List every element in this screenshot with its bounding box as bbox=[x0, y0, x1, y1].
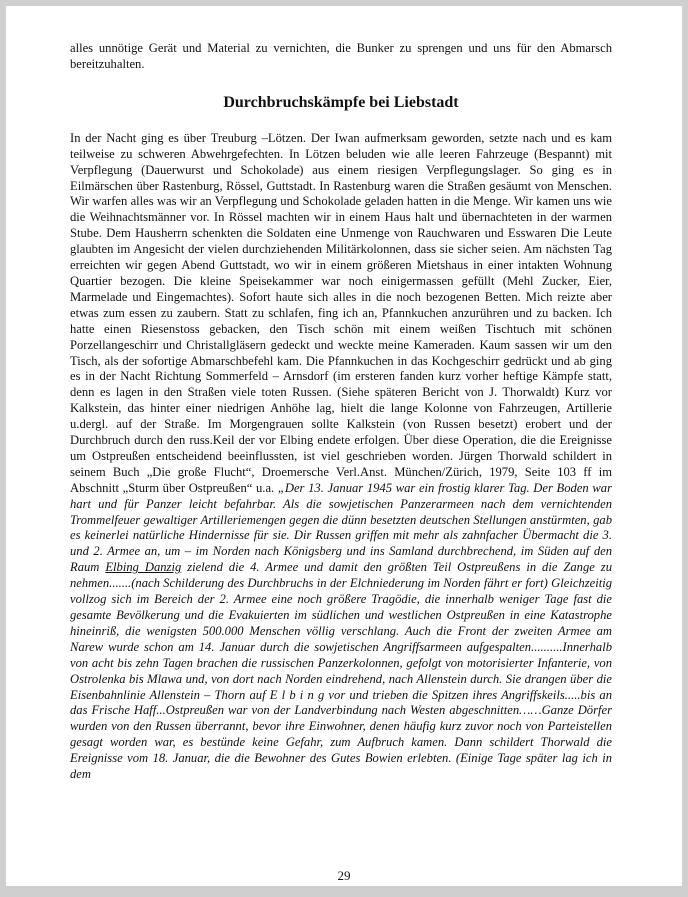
quote-text-end: zielend die 4. Armee und damit den größten Teil Ostpreußens in die Zange zu nehmen.......(nach Schilderung des Durchbruchs in der Elchniederung im Norden fährt er fort) Gleichzeitig vollzog sich im Bereich der 2. Armee eine noch größere Tragödie, die innerhalb weniger Tage fast die gesamte Bevölkerung und die Evakuierten im südlichen und westlichen Ostpreußen in eine Katastrophe hineinriß, die wenigsten 500.000 Menschen völlig verschlang. Auch die Front der zweiten Armee am Narew wurde schon am 14. Januar durch die sowjetischen Angriffsarmeen aufgespalten..........Innerhalb von acht bis zehn Tagen brachen die russischen Panzerkolonnen, gefolgt von motorisierter Infanterie, von Ostrolenka bis Mlawa und, von dort nach Norden eindrehend, nach Allenstein durch. Sie drangen über die Eisenbahnlinie Allenstein – Thorn auf E l b i n g vor und trieben die Spitzen ihres Angriffskeils.....bis an das Frische Haff...Ostpreußen war von der Landverbindung nach Westen abgeschnitten……Ganze Dörfer wurden von den Russen überrannt, bevor ihre Einwohner, denen häufig kurz zuvor noch von Parteistellen gesagt worden war, es bestünde keine Gefahr, zum Aufbruch kamen. Dann schildert Thorwald die Ereignisse vom 18. Januar, die die Bewohner des Gutes Bowien erlebten. (Einige Tage später lag ich in dem bbox=[70, 560, 613, 782]
intro-paragraph: alles unnötige Gerät und Material zu vernichten, die Bunker zu sprengen und uns für den Abmarsch bereitzuhalten. bbox=[70, 41, 612, 71]
page-number: 29 bbox=[337, 868, 351, 883]
body-text: In der Nacht ging es über Treuburg –Lötzen. Der Iwan aufmerksam geworden, setzte nach und es kam teilweise zu schweren Abwehrgefechten. In Lötzen beluden wie alle leeren Fahrzeuge (Bespannt) mit Verpflegung (Dauerwurst und Schokolade) aus einem riesigen Verpflegungslager. So ging es in Eilmärschen über Rastenburg, Rössel, Guttstadt. In Rastenburg waren die Straßen gesäumt von Menschen. Wir warfen alles was wir an Verpflegung und Schokolade geladen hatten in die Menge. Wir kamen uns wie die Weihnachtsmänner vor. In Rössel machten wir in einem Haus halt und übernachteten in der warmen Stube. Dem Hausherrn schenkten die Soldaten eine Unmenge von Rauchwaren und Esswaren Die Leute glaubten im Angesicht der vielen durchziehenden Militärkolonnen, dass sie sicher seien. Am nächsten Tag erreichten wir gegen Abend Guttstadt, wo wir in einem größeren Mietshaus in einer intakten Wohnung Quartier bezogen. Die kleine Speisekammer war noch einigermassen gefüllt (Mehl Zucker, Eier, Marmelade und Eingemachtes). Sofort haute sich alles in die noch bezogenen Betten. Mich reizte aber etwas zum essen zu zaubern. Statt zu schlafen, fing ich an, Pfannkuchen anzurühren und zu backen. Ich hatte einen Riesenstoss gebacken, den Tisch schön mit einem weißen Tischtuch mit schönen Porzellangeschirr und Christallgläsern gedeckt und weckte meine Kameraden. Kaum sassen wir um den Tisch, als der sofortige Abmarschbefehl kam. Die Pfannkuchen in das Kochgeschirr gedrückt und ab ging es in der Nacht Richtung Sommerfeld – Arnsdorf (im ersteren fanden kurz vorher heftige Kämpfe statt, denn es lagen in den Straßen viele toten Russen. (Siehe späteren Bericht von J. Thorwaldt) Kurz vor Kalkstein, das hinter einer niedrigen Anhöhe lag, hielt die lange Kolonne von Fahrzeugen, Artillerie u.dergl. auf der Straße. Im Morgengrauen sollte Kalkstein (von Russen besetzt) erobert und der Durchbruch durch den russ.Keil der vor Elbing endete erfolgen. Über diese Operation, die die Ereignisse um Ostpreußen entscheidend beeinflussten, ist viel geschrieben worden. Jürgen Thorwald schildert in seinem Buch „Die große Flucht“, Droemersche Verl.Anst. München/Zürich, 1979, Seite 103 ff im Abschnitt „Sturm über Ostpreußen“ u.a. bbox=[70, 130, 612, 495]
document-page bbox=[6, 6, 682, 886]
page-content bbox=[70, 41, 612, 783]
quote-text-start: „Der 13. Januar 1945 war ein frostig klarer Tag. Der Boden war hart und für Panzer leicht befahrbar. Als die sowjetischen Panzerarmeen nach dem vernichtenden Trommelfeuer gewaltiger Artilleriemengen gegen die dünn besetzten deutschen Stellungen anstürmten, gab es keinerlei natürliche Hindernisse für sie. Dir Russen griffen mit mehr als zahnfacher Übermacht die 3. und 2. Armee an, um – im Norden nach Königsberg und ins Samland durchbrechend, im Süden auf den Raum bbox=[70, 480, 612, 575]
section-heading: Durchbruchskämpfe bei Liebstadt bbox=[223, 93, 459, 111]
quote-underlined-place: Elbing Danzig bbox=[105, 560, 182, 575]
body-paragraph bbox=[70, 131, 612, 783]
